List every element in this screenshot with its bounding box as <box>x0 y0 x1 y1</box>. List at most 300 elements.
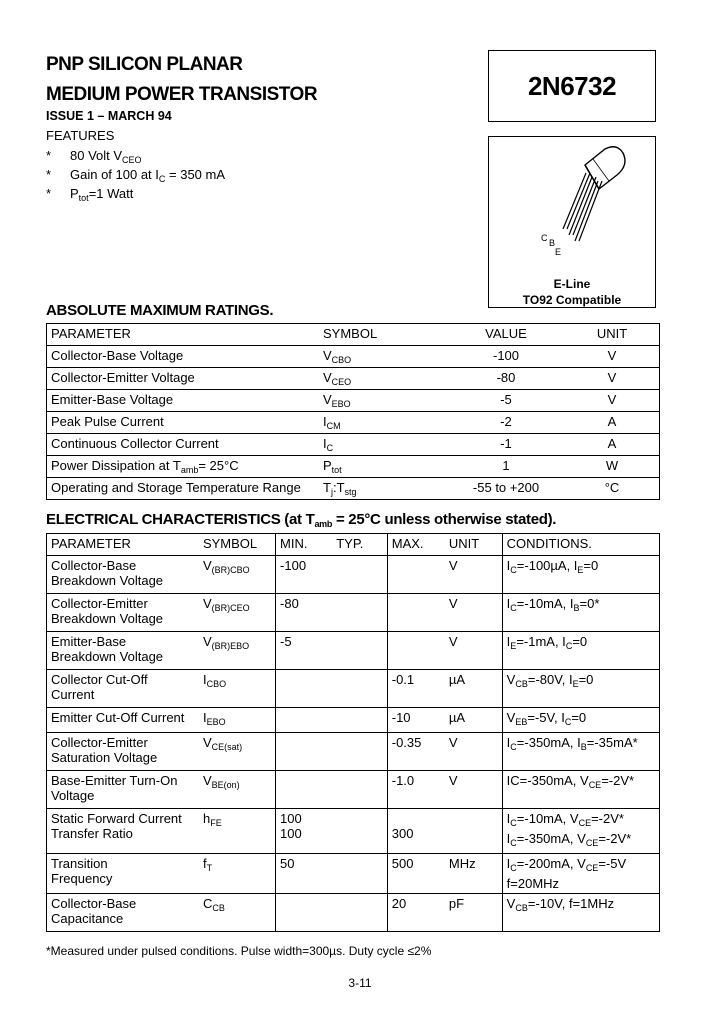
unit-cell: °C <box>565 478 660 500</box>
value-cell: -100 <box>447 346 565 368</box>
feature-bullet: * <box>46 148 52 163</box>
condition-subscript: C <box>564 717 572 727</box>
max-cell <box>387 556 445 594</box>
value-cell: -2 <box>447 412 565 434</box>
symbol-text: P <box>323 458 332 473</box>
condition-text: I <box>506 634 511 649</box>
symbol-subscript: stg <box>344 487 357 497</box>
param-line: Collector-Base <box>51 558 137 573</box>
conditions-cell <box>502 556 659 594</box>
table-row <box>47 809 660 854</box>
table-row <box>47 594 660 632</box>
symbol-text: C <box>202 896 213 911</box>
condition-subscript: CB <box>515 903 528 913</box>
min-cell <box>276 809 333 854</box>
symbol-text: T <box>323 480 331 495</box>
condition-subscript: C <box>510 742 517 752</box>
param-cell <box>47 434 320 456</box>
page-number: 3-11 <box>348 976 372 990</box>
symbol-text: f <box>202 856 207 871</box>
unit-cell: pF <box>445 894 502 932</box>
condition-line <box>507 672 655 692</box>
symbol-cell <box>319 368 447 390</box>
package-compat: TO92 Compatible <box>522 293 622 307</box>
condition-text: I <box>506 856 511 871</box>
param-text: Continuous Collector Current <box>51 436 219 451</box>
param-line: Static Forward Current <box>51 811 182 826</box>
table-row <box>47 556 660 594</box>
min-cell <box>276 854 333 894</box>
typ-cell <box>332 809 387 854</box>
condition-line <box>507 856 655 876</box>
param-cell <box>47 390 320 412</box>
symbol-text: I <box>323 436 327 451</box>
typ-cell <box>332 594 387 632</box>
condition-subscript: CE <box>585 838 599 848</box>
conditions-cell <box>502 894 659 932</box>
condition-line <box>507 773 655 793</box>
symbol-cell <box>199 556 276 594</box>
symbol-subscript: tot <box>331 465 342 475</box>
feature-bullet: * <box>46 186 52 201</box>
condition-text: V <box>506 896 516 911</box>
condition-text: f=20MHz <box>506 876 560 891</box>
symbol-cell <box>199 632 276 670</box>
table-row <box>47 854 660 894</box>
condition-subscript: E <box>572 679 579 689</box>
elec-heading: ELECTRICAL CHARACTERISTICS (at $T_{amb} = 25^\circ C$ unless otherwise stated). <box>46 511 557 529</box>
param-line: Collector-Emitter <box>51 735 148 750</box>
symbol-subscript: j <box>330 487 333 497</box>
column-header: SYMBOL <box>319 324 447 346</box>
symbol-subscript: T <box>206 863 213 873</box>
table-row <box>47 894 660 932</box>
column-header: VALUE <box>447 324 565 346</box>
condition-subscript: C <box>510 565 517 575</box>
value-cell: 1 <box>447 456 565 478</box>
condition-subscript: CB <box>515 679 528 689</box>
feature-item <box>46 167 225 184</box>
table-header-row <box>47 324 660 346</box>
symbol-subscript: EBO <box>331 399 351 409</box>
symbol-subscript: C <box>326 443 334 453</box>
param-text: Collector-Emitter Voltage <box>51 370 195 385</box>
param-cell <box>47 632 199 670</box>
transistor-package-icon <box>489 137 655 267</box>
symbol-text: V <box>202 735 212 750</box>
pin-e-label: E <box>555 247 562 257</box>
condition-subscript: E <box>577 565 584 575</box>
symbol-cell <box>199 854 276 894</box>
max-cell <box>387 670 445 708</box>
symbol-text: V <box>323 348 332 363</box>
symbol-cell <box>319 478 447 500</box>
max-value: -1.0 <box>391 773 415 788</box>
param-cell <box>47 771 199 809</box>
condition-subscript: C <box>510 818 517 828</box>
conditions-cell <box>502 594 659 632</box>
column-header: CONDITIONS. <box>502 534 659 556</box>
param-line: Emitter Cut-Off Current <box>51 710 185 725</box>
param-cell <box>47 894 199 932</box>
symbol-cell <box>319 390 447 412</box>
symbol-text: V <box>202 634 212 649</box>
symbol-subscript: FE <box>210 818 222 828</box>
condition-subscript: E <box>510 641 517 651</box>
table-row <box>47 434 660 456</box>
max-cell <box>387 708 445 733</box>
max-value: -0.1 <box>391 672 415 687</box>
footnote: *Measured under pulsed conditions. Pulse width=300µs. Duty cycle ≤2% <box>46 944 432 958</box>
pin-c-label: C <box>541 233 548 243</box>
param-cell <box>47 556 199 594</box>
typ-cell <box>332 556 387 594</box>
table-row <box>47 478 660 500</box>
table-row <box>47 390 660 412</box>
param-cell <box>47 368 320 390</box>
symbol-text: I <box>202 672 207 687</box>
param-line: Emitter-Base <box>51 634 127 649</box>
condition-text: =-10mA, V <box>516 811 579 826</box>
param-line: Voltage <box>51 788 95 803</box>
max-value: -0.35 <box>391 735 422 750</box>
condition-subscript: C <box>510 838 517 848</box>
min-cell <box>276 733 333 771</box>
symbol-subscript: EBO <box>206 717 226 727</box>
condition-text: =-100µA, I <box>516 558 578 573</box>
conditions-cell <box>502 809 659 854</box>
condition-subscript: B <box>573 603 580 613</box>
condition-subscript: EB <box>515 717 528 727</box>
unit-cell: V <box>445 771 502 809</box>
param-cell <box>47 809 199 854</box>
title-line-2: MEDIUM POWER TRANSISTOR <box>46 84 318 105</box>
min-cell <box>276 708 333 733</box>
package-box <box>488 136 656 308</box>
feature-text: = 350 mA <box>165 167 226 182</box>
symbol-text: V <box>202 558 212 573</box>
symbol-subscript: BE(on) <box>211 780 240 790</box>
condition-text: =-10mA, I <box>516 596 574 611</box>
symbol-subscript: CBO <box>206 679 227 689</box>
typ-cell <box>332 894 387 932</box>
condition-line <box>507 596 655 616</box>
unit-cell: V <box>565 346 660 368</box>
param-line: Collector Cut-Off <box>51 672 148 687</box>
value-cell: -1 <box>447 434 565 456</box>
conditions-cell <box>502 708 659 733</box>
param-line: Transition <box>51 856 108 871</box>
features-heading: FEATURES <box>46 128 115 143</box>
abs-max-heading: ABSOLUTE MAXIMUM RATINGS. <box>46 302 274 319</box>
max-value: 300 <box>391 826 414 841</box>
param-cell <box>47 854 199 894</box>
elec-table <box>46 533 660 932</box>
condition-subscript: C <box>510 863 517 873</box>
param-text: Peak Pulse Current <box>51 414 164 429</box>
min-value: 100 <box>280 811 302 826</box>
condition-line <box>507 634 655 654</box>
symbol-text: V <box>202 773 212 788</box>
min-value: -100 <box>280 558 307 573</box>
unit-cell <box>445 809 502 854</box>
param-cell <box>47 412 320 434</box>
condition-text: V <box>506 672 516 687</box>
typ-cell <box>332 708 387 733</box>
table-header-row <box>47 534 660 556</box>
table-row <box>47 456 660 478</box>
conditions-cell <box>502 670 659 708</box>
package-name: E-Line <box>553 277 591 291</box>
symbol-subscript: (BR)EBO <box>211 641 250 651</box>
symbol-cell <box>199 594 276 632</box>
param-line: Breakdown Voltage <box>51 573 164 588</box>
unit-cell: V <box>445 594 502 632</box>
symbol-subscript: CEO <box>331 377 352 387</box>
condition-text: =-2V* <box>601 773 635 788</box>
feature-item <box>46 148 142 165</box>
unit-cell: V <box>565 390 660 412</box>
param-line: Breakdown Voltage <box>51 611 164 626</box>
table-row <box>47 708 660 733</box>
unit-cell: µA <box>445 708 502 733</box>
min-value: 100 <box>280 826 302 841</box>
param-subscript: amb <box>180 465 199 475</box>
condition-text: =-35mA* <box>586 735 638 750</box>
pin-b-label: B <box>549 238 556 248</box>
max-cell <box>387 594 445 632</box>
param-text: Power Dissipation at T <box>51 458 181 473</box>
min-value: 50 <box>280 856 295 871</box>
symbol-cell <box>319 412 447 434</box>
condition-subscript: CE <box>588 780 602 790</box>
typ-cell <box>332 670 387 708</box>
param-text: Operating and Storage Temperature Range <box>51 480 301 495</box>
column-header: MIN. <box>276 534 333 556</box>
symbol-text: I <box>323 414 327 429</box>
param-cell <box>47 456 320 478</box>
value-cell: -5 <box>447 390 565 412</box>
condition-text: =-5V, I <box>527 710 565 725</box>
param-line: Collector-Emitter <box>51 596 148 611</box>
feature-bullet: * <box>46 167 52 182</box>
unit-cell: A <box>565 412 660 434</box>
condition-subscript: B <box>580 742 587 752</box>
param-cell <box>47 346 320 368</box>
column-header: TYP. <box>332 534 387 556</box>
unit-cell: A <box>565 434 660 456</box>
symbol-cell <box>199 733 276 771</box>
condition-line <box>507 876 655 891</box>
symbol-subscript: CB <box>212 903 225 913</box>
max-cell <box>387 733 445 771</box>
condition-text: =-80V, I <box>527 672 573 687</box>
symbol-cell <box>199 771 276 809</box>
column-header: PARAMETER <box>47 324 320 346</box>
condition-text: =-350mA, V <box>516 831 586 846</box>
table-row <box>47 632 660 670</box>
param-text: = 25°C <box>198 458 239 473</box>
condition-line <box>507 831 655 851</box>
column-header: PARAMETER <box>47 534 199 556</box>
unit-cell: V <box>445 632 502 670</box>
max-cell <box>387 894 445 932</box>
conditions-cell <box>502 733 659 771</box>
condition-text: I <box>506 596 511 611</box>
feature-text: 80 Volt V <box>70 148 123 163</box>
feature-text: Gain of 100 at I <box>70 167 159 182</box>
table-row <box>47 733 660 771</box>
feature-subscript: tot <box>78 193 89 203</box>
min-cell <box>276 894 333 932</box>
param-text: Collector-Base Voltage <box>51 348 184 363</box>
condition-text: =-1mA, I <box>516 634 566 649</box>
param-line: Base-Emitter Turn-On <box>51 773 178 788</box>
condition-text: =-350mA, I <box>516 735 581 750</box>
conditions-cell <box>502 771 659 809</box>
symbol-cell <box>199 809 276 854</box>
column-header: MAX. <box>387 534 445 556</box>
param-cell <box>47 670 199 708</box>
part-number: 2N6732 <box>527 70 617 101</box>
condition-text: =0 <box>583 558 599 573</box>
symbol-text: V <box>323 370 332 385</box>
symbol-text: V <box>202 596 212 611</box>
param-text: Emitter-Base Voltage <box>51 392 174 407</box>
symbol-text: :T <box>332 480 345 495</box>
condition-text: V <box>506 710 516 725</box>
symbol-cell <box>199 670 276 708</box>
typ-cell <box>332 771 387 809</box>
max-spacer <box>392 811 441 826</box>
min-cell <box>276 632 333 670</box>
max-cell <box>387 809 445 854</box>
param-cell <box>47 733 199 771</box>
issue-date: ISSUE 1 – MARCH 94 <box>46 109 172 123</box>
condition-text: =0 <box>572 634 588 649</box>
symbol-text: V <box>323 392 332 407</box>
condition-subscript: CE <box>578 818 592 828</box>
condition-subscript: C <box>565 641 573 651</box>
unit-cell: MHz <box>445 854 502 894</box>
condition-text: =-2V* <box>591 811 624 826</box>
unit-cell: V <box>445 733 502 771</box>
max-value: -10 <box>391 710 411 725</box>
symbol-cell <box>199 894 276 932</box>
condition-line <box>507 735 655 755</box>
max-value: 500 <box>391 856 414 871</box>
condition-text: =-10V, f=1MHz <box>527 896 615 911</box>
max-value: 20 <box>391 896 407 911</box>
condition-line <box>507 558 655 578</box>
condition-line <box>507 811 655 831</box>
symbol-text: h <box>202 811 211 826</box>
value-cell: -55 to +200 <box>447 478 565 500</box>
param-cell <box>47 478 320 500</box>
unit-cell: V <box>565 368 660 390</box>
condition-subscript: CE <box>585 863 599 873</box>
param-line: Capacitance <box>51 911 124 926</box>
param-line: Frequency <box>51 871 113 886</box>
symbol-subscript: CM <box>326 421 341 431</box>
feature-text: =1 Watt <box>88 186 134 201</box>
condition-subscript: C <box>510 603 517 613</box>
condition-text: =0* <box>579 596 600 611</box>
typ-cell <box>332 854 387 894</box>
title-line-1: PNP SILICON PLANAR <box>46 54 243 75</box>
param-line: Transfer Ratio <box>51 826 133 841</box>
unit-cell: W <box>565 456 660 478</box>
param-line: Collector-Base <box>51 896 137 911</box>
condition-text: I <box>506 735 511 750</box>
condition-text: =-2V* <box>598 831 632 846</box>
param-line: Saturation Voltage <box>51 750 158 765</box>
max-cell <box>387 771 445 809</box>
conditions-cell <box>502 632 659 670</box>
condition-text: I <box>506 811 511 826</box>
feature-subscript: CEO <box>122 155 142 165</box>
column-header: UNIT <box>565 324 660 346</box>
symbol-subscript: CBO <box>331 355 352 365</box>
condition-text: =-5V <box>598 856 627 871</box>
symbol-subscript: CE(sat) <box>211 742 243 752</box>
feature-text: P <box>70 186 79 201</box>
max-cell <box>387 632 445 670</box>
column-header: SYMBOL <box>199 534 276 556</box>
min-cell <box>276 594 333 632</box>
param-cell <box>47 594 199 632</box>
min-value: -80 <box>280 596 299 611</box>
feature-subscript: C <box>158 174 166 184</box>
min-cell <box>276 670 333 708</box>
symbol-cell <box>199 708 276 733</box>
condition-text: =0 <box>571 710 587 725</box>
param-line: Breakdown Voltage <box>51 649 164 664</box>
condition-text: IC=-350mA, V <box>506 773 589 788</box>
table-row <box>47 346 660 368</box>
symbol-cell <box>319 456 447 478</box>
table-row <box>47 368 660 390</box>
unit-cell: V <box>445 556 502 594</box>
typ-cell <box>332 632 387 670</box>
condition-text: I <box>506 831 511 846</box>
conditions-cell <box>502 854 659 894</box>
min-cell <box>276 556 333 594</box>
symbol-subscript: (BR)CEO <box>211 603 250 613</box>
condition-text: I <box>506 558 511 573</box>
value-cell: -80 <box>447 368 565 390</box>
typ-cell <box>332 733 387 771</box>
part-number-box <box>488 50 656 122</box>
unit-cell: µA <box>445 670 502 708</box>
table-row <box>47 670 660 708</box>
condition-line <box>507 710 655 730</box>
min-cell <box>276 771 333 809</box>
table-row <box>47 412 660 434</box>
feature-item <box>46 186 133 203</box>
symbol-text: I <box>202 710 207 725</box>
param-line: Current <box>51 687 95 702</box>
symbol-subscript: (BR)CBO <box>211 565 250 575</box>
symbol-cell <box>319 434 447 456</box>
min-value: -5 <box>280 634 292 649</box>
symbol-cell <box>319 346 447 368</box>
condition-text: =0 <box>578 672 594 687</box>
column-header: UNIT <box>445 534 502 556</box>
abs-max-table <box>46 323 660 500</box>
max-cell <box>387 854 445 894</box>
condition-text: =-200mA, V <box>516 856 586 871</box>
